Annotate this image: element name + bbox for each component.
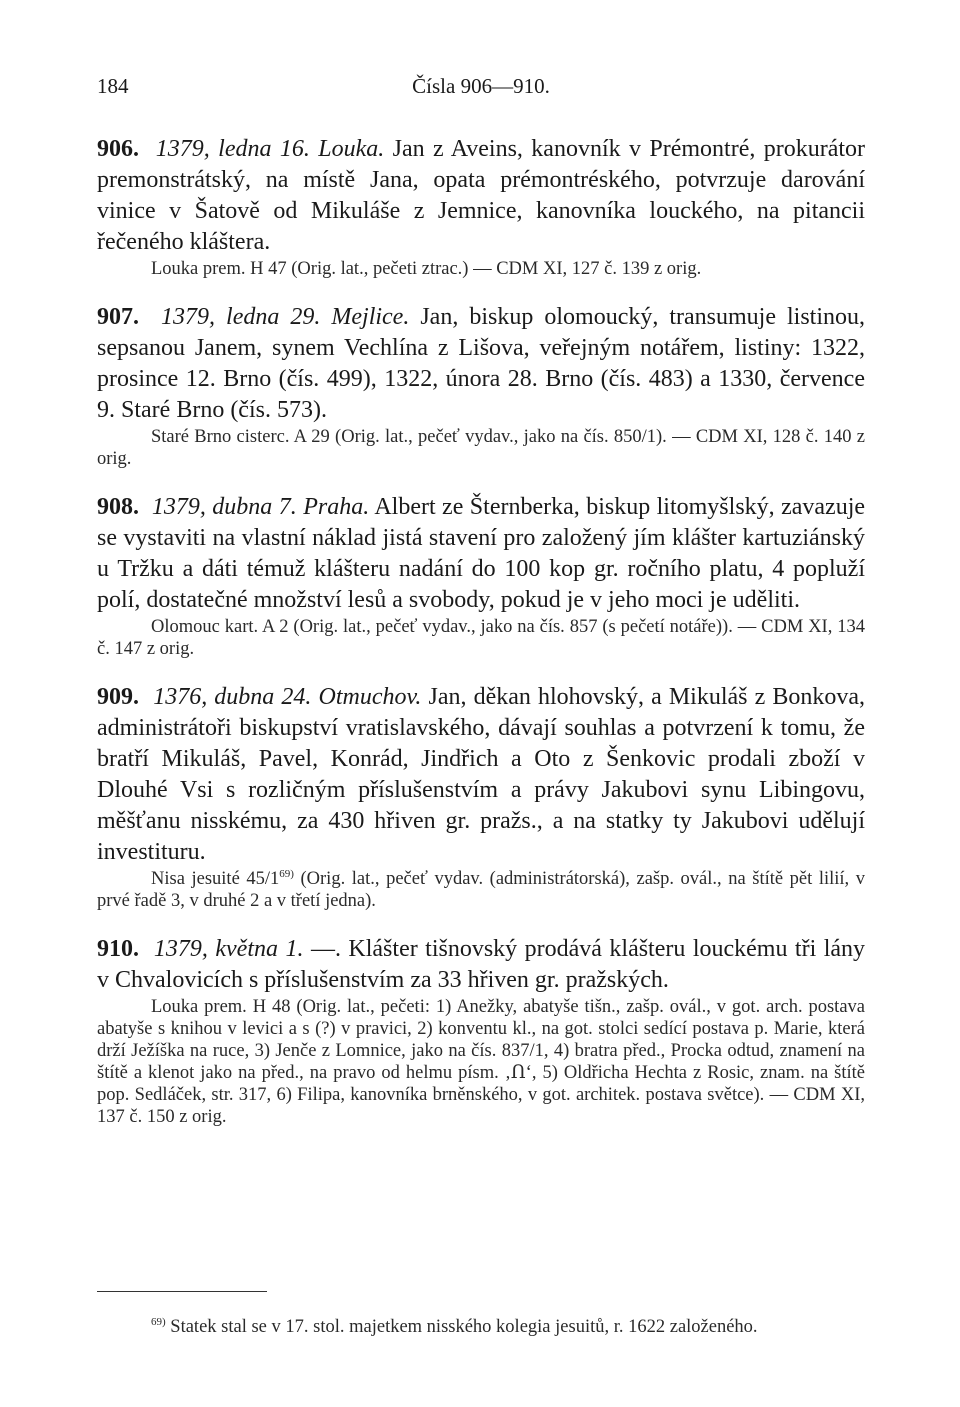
entry-place: —. (310, 936, 341, 962)
entry-907 (97, 302, 865, 470)
entry-regest (97, 492, 865, 616)
page-number: 184 (97, 74, 129, 98)
entry-number: 907. (97, 304, 139, 330)
entry-number: 910. (97, 936, 139, 962)
entry-date: 1376, dubna 24. (153, 684, 312, 710)
footnote (97, 1316, 865, 1338)
entry-number: 909. (97, 684, 139, 710)
entries (97, 134, 865, 1150)
source-text: (Orig. lat., pečeť vydav. (administrátorská), zašp. ovál., na štítě pět lilií, v prvé řadě 3, v druhé 2 a v třetí jedna). (97, 869, 865, 911)
entry-date: 1379, ledna 29. (161, 304, 321, 330)
page-header (97, 74, 865, 104)
entry-text: Jan z Aveins, kanovník v Prémontré, prokurátor premonstrátský, na místě Jana, opata prémontréského, potvrzuje darování vinice v Šatově od Mikuláše z Jemnice, kanovníka louckého, na pitancii řečeného kláštera. (97, 136, 866, 255)
footnote-reference[interactable]: 69) (279, 867, 294, 880)
entry-source: Olomouc kart. A 2 (Orig. lat., pečeť vydav., jako na čís. 857 (s pečetí notáře)). — CDM XI, 134 č. 147 z orig. (97, 617, 865, 659)
entry-910 (97, 934, 865, 1128)
entry-place: Louka. (318, 136, 385, 162)
entry-place: Praha. (303, 494, 370, 520)
entry-text: Jan, děkan hlohovský, a Mikuláš z Bonkova, administrátoři biskupství vratislavského, dávají souhlas a potvrzení k tomu, že bratří Mikuláš, Pavel, Konrád, Jindřich a Oto z Šenkovic prodali zboží v Dlouhé Vsi s rozličným příslušenstvím a právy Jakubovi synu Libingovu, měšťanu nisskému, za 430 hřiven gr. pražs., a na statky ty Jakubovi udělují investituru. (97, 684, 866, 865)
entry-text: Jan, biskup olomoucký, transumuje listinou, sepsanou Janem, synem Vechlína z Lišova, veřejným notářem, listiny: 1322, prosince 12. Brno (čís. 499), 1322, února 28. Brno (čís. 483) a 1330, července 9. Staré Brno (čís. 573). (97, 304, 866, 423)
footnote-text: Statek stal se v 17. stol. majetkem nisského kolegia jesuitů, r. 1622 založeného. (170, 1316, 758, 1337)
entry-source: Louka prem. H 47 (Orig. lat., pečeti ztrac.) — CDM XI, 127 č. 139 z orig. (151, 259, 702, 279)
entry-text: Albert ze Šternberka, biskup litomyšlský, zavazuje se vystaviti na vlastní náklad jistá stavení pro založený jím klášter kartuziánský u Tržku a dáti témuž klášteru nadání do 100 kop gr. ročního platu, 4 popluží polí, dostatečné množství lesů a svobody, pokud je v jeho moci je uděliti. (97, 494, 866, 613)
entry-906 (97, 134, 865, 280)
footnote-divider (97, 1291, 267, 1292)
entry-place: Otmuchov. (318, 684, 422, 710)
entry-regest (97, 682, 865, 868)
entry-place: Mejlice. (331, 304, 410, 330)
running-title: Čísla 906—910. (412, 74, 550, 98)
entry-regest (97, 302, 865, 426)
entry-source: Louka prem. H 48 (Orig. lat., pečeti: 1) Anežky, abatyše tišn., zašp. ovál., v got. arch. postava abatyše s knihou v levici a s (?) v pravici, 2) konventu kl., na got. stolci sedící postava p. Marie, která drží Ježíška na ruce, 3) Jenče z Lomnice, jako na čís. 837/1, 4) bratra před., Procka odtud, znamení na štítě a klenot jako na před., na pravo od helmu písm. ‚Ո‘, 5) Oldřicha Hechta z Rosic, znam. na štítě pop. Sedláček, str. 317, 6) Filipa, kanovníka brněnského, v got. architek. postava světce). — CDM XI, 137 č. 150 z orig. (97, 997, 865, 1127)
entry-908 (97, 492, 865, 660)
entry-regest (97, 134, 865, 258)
source-text: Nisa jesuité 45/1 (151, 869, 280, 889)
entry-date: 1379, dubna 7. (151, 494, 297, 520)
entry-number: 906. (97, 136, 139, 162)
entry-text: Klášter tišnovský prodává klášteru louckému tři lány v Chvalovicích s příslušenstvím za 33 hřiven gr. pražských. (97, 936, 866, 993)
entry-source: Staré Brno cisterc. A 29 (Orig. lat., pečeť vydav., jako na čís. 850/1). — CDM XI, 128 č. 140 z orig. (97, 427, 865, 469)
entry-number: 908. (97, 494, 139, 520)
entry-909 (97, 682, 865, 912)
entry-source (97, 868, 865, 912)
entry-date: 1379, ledna 16. (155, 136, 310, 162)
entry-date: 1379, května 1. (153, 936, 304, 962)
footnote-mark: 69) (151, 1315, 166, 1328)
entry-regest (97, 934, 865, 996)
